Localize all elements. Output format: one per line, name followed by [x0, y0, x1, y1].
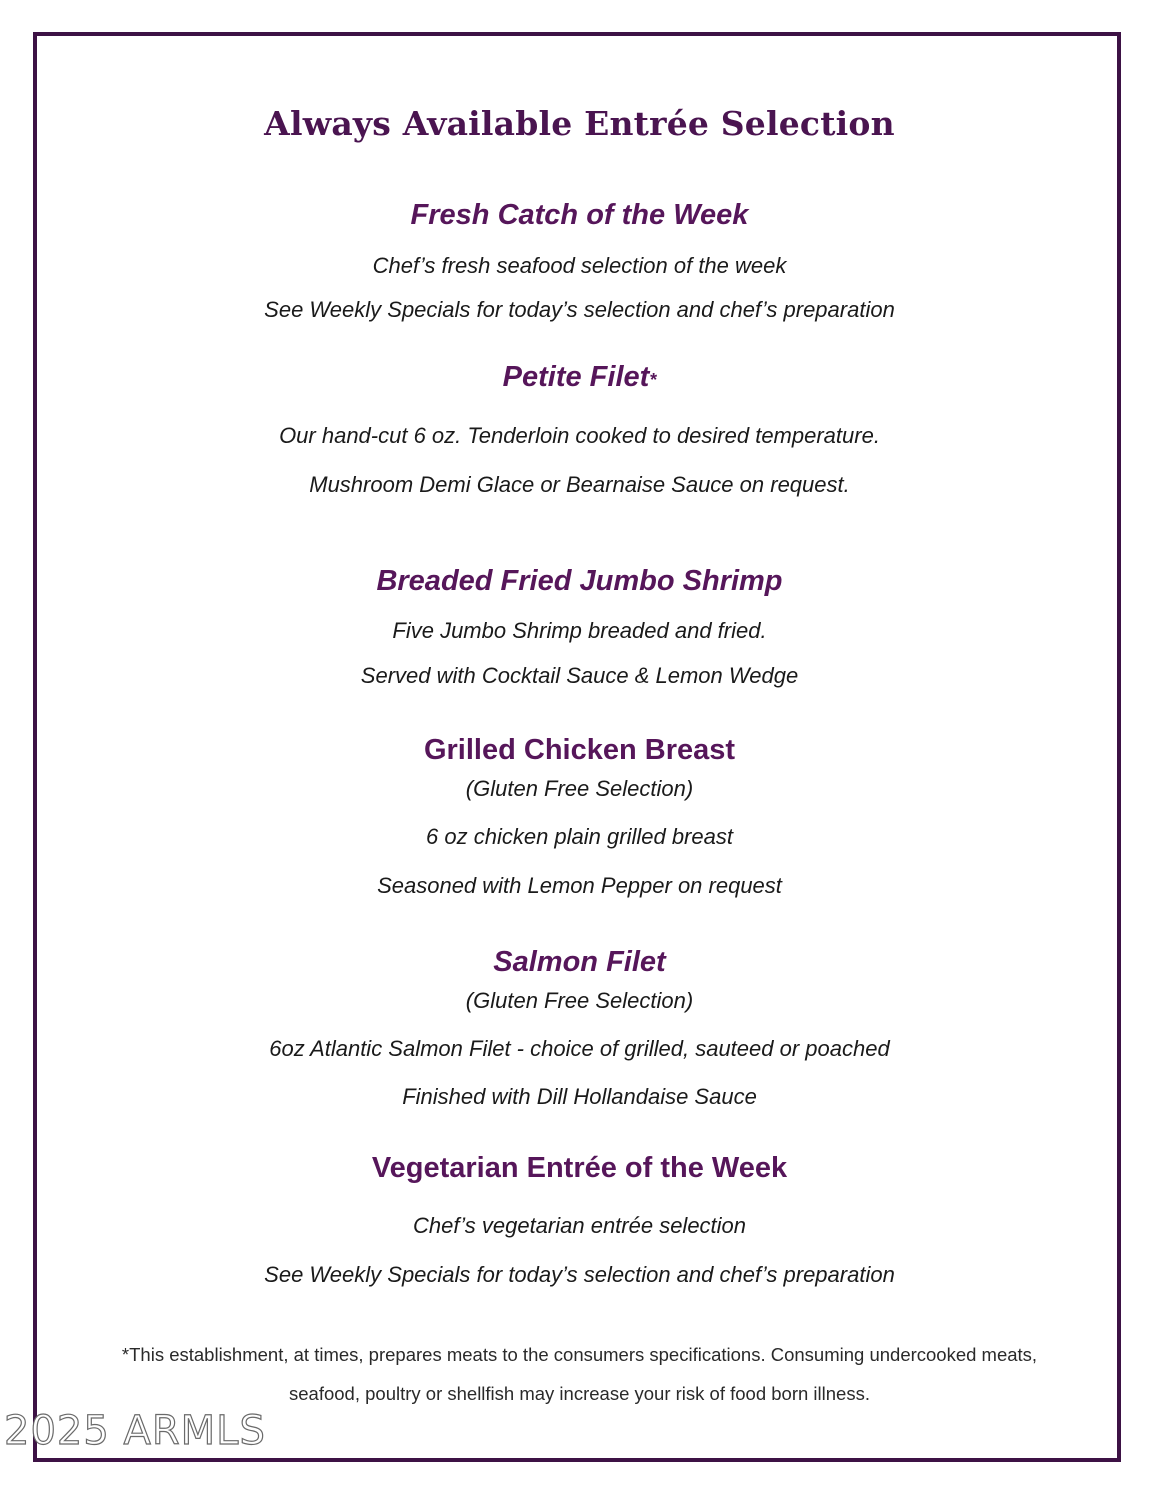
asterisk-marker: *: [649, 370, 657, 390]
item-tag: (Gluten Free Selection): [465, 776, 694, 801]
item-heading-text: Petite Filet: [502, 361, 650, 393]
item-line: 6 oz chicken plain grilled breast: [426, 824, 733, 849]
item-line: Finished with Dill Hollandaise Sauce: [402, 1084, 757, 1109]
item-line: Seasoned with Lemon Pepper on request: [377, 873, 782, 898]
item-line: Chef’s vegetarian entrée selection: [412, 1213, 747, 1238]
item-line: Served with Cocktail Sauce & Lemon Wedge: [360, 663, 799, 688]
item-heading-fresh-catch: Fresh Catch of the Week: [410, 199, 749, 231]
item-line: Our hand-cut 6 oz. Tenderloin cooked to desired temperature.: [279, 423, 880, 448]
item-line: Five Jumbo Shrimp breaded and fried.: [392, 618, 767, 643]
item-line: See Weekly Specials for today’s selection and chef’s preparation: [264, 297, 895, 322]
item-heading-salmon-filet: Salmon Filet: [493, 946, 666, 978]
item-line: See Weekly Specials for today’s selection and chef’s preparation: [264, 1262, 895, 1287]
item-heading-grilled-chicken: Grilled Chicken Breast: [423, 734, 736, 766]
item-line: Mushroom Demi Glace or Bearnaise Sauce on request.: [309, 472, 850, 497]
disclaimer-line: *This establishment, at times, prepares meats to the consumers specifications. Consuming undercooked meats,: [121, 1344, 1038, 1365]
item-line: 6oz Atlantic Salmon Filet - choice of grilled, sauteed or poached: [269, 1036, 890, 1061]
item-line: Chef’s fresh seafood selection of the week: [372, 253, 787, 278]
item-heading-shrimp: Breaded Fried Jumbo Shrimp: [376, 565, 783, 597]
item-heading-vegetarian: Vegetarian Entrée of the Week: [371, 1152, 788, 1184]
item-tag: (Gluten Free Selection): [465, 988, 694, 1013]
page-title: Always Available Entrée Selection: [264, 104, 895, 143]
watermark: 2025 ARMLS: [4, 1408, 266, 1454]
disclaimer-line: seafood, poultry or shellfish may increase your risk of food born illness.: [289, 1383, 870, 1404]
item-heading-petite-filet: [0, 361, 1159, 394]
